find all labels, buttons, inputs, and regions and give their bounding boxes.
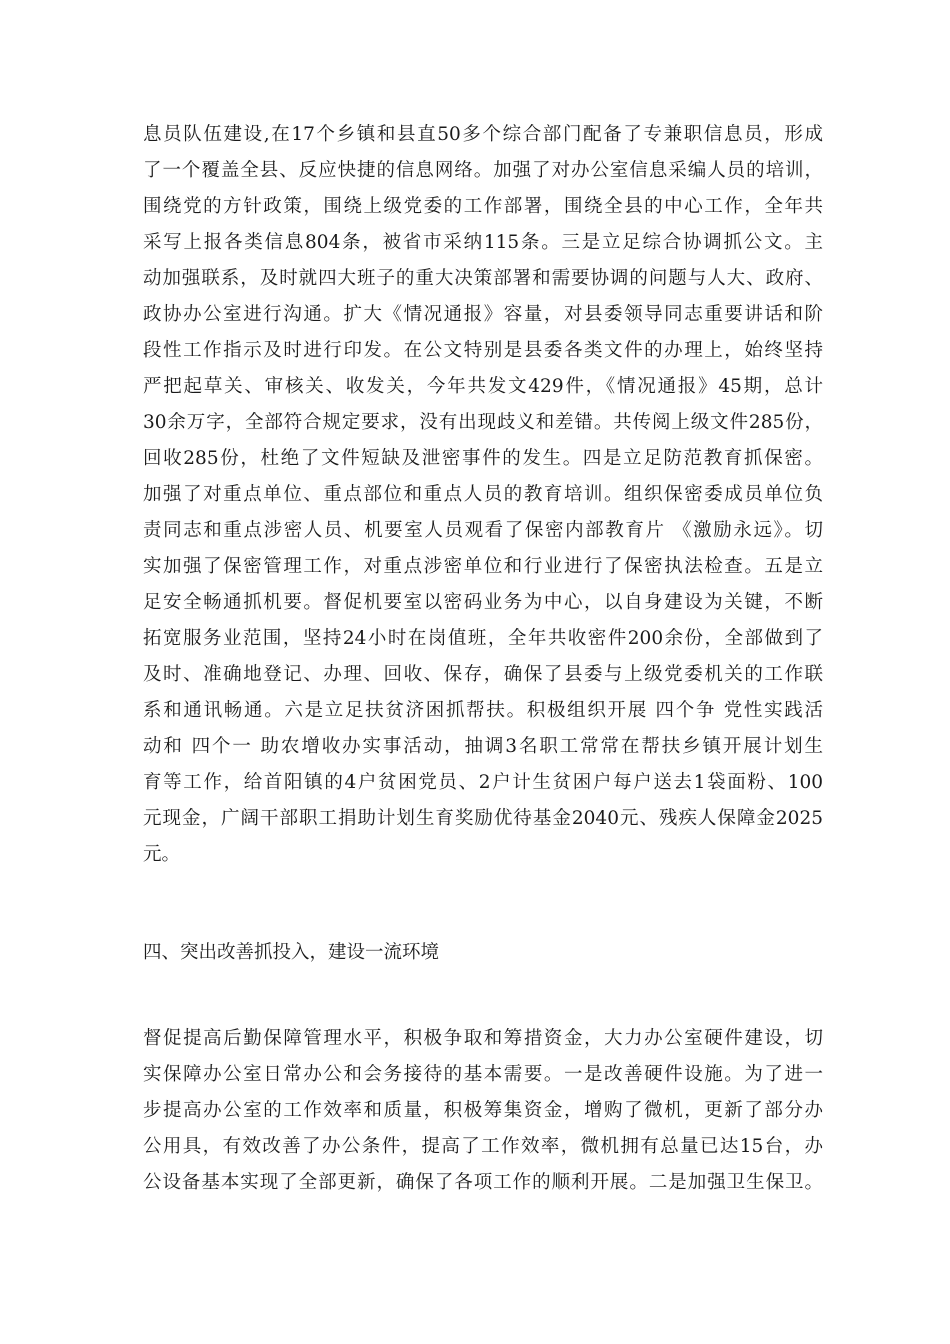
paragraph-line: 采写上报各类信息804条，被省市采纳115条。三是立足综合协调抓公文。主: [143, 232, 823, 253]
paragraph-line: 围绕党的方针政策，围绕上级党委的工作部署，围绕全县的中心工作，全年共: [143, 196, 823, 217]
paragraph-line: 育等工作，给首阳镇的4户贫困党员、2户计生贫困户每户送去1袋面粉、100: [143, 772, 823, 793]
paragraph-line: 息员队伍建设,在17个乡镇和县直50多个综合部门配备了专兼职信息员，形成: [143, 124, 823, 145]
paragraph-line: 公用具，有效改善了办公条件，提高了工作效率，微机拥有总量已达15台，办: [143, 1136, 823, 1157]
paragraph-line: 步提高办公室的工作效率和质量，积极筹集资金，增购了微机，更新了部分办: [143, 1100, 823, 1121]
paragraph-line: 元现金，广阔干部职工捐助计划生育奖励优待基金2040元、残疾人保障金2025: [143, 808, 823, 829]
paragraph-line: 及时、准确地登记、办理、回收、保存，确保了县委与上级党委机关的工作联: [143, 664, 823, 685]
paragraph-line: 严把起草关、审核关、收发关，今年共发文429件，《情况通报》45期，总计: [143, 376, 823, 397]
paragraph-line: 实加强了保密管理工作，对重点涉密单位和行业进行了保密执法检查。五是立: [143, 556, 823, 577]
paragraph-line: 加强了对重点单位、重点部位和重点人员的教育培训。组织保密委成员单位负: [143, 484, 823, 505]
paragraph-line: 拓宽服务业范围，坚持24小时在岗值班，全年共收密件200余份，全部做到了: [143, 628, 823, 649]
paragraph-line: 动加强联系，及时就四大班子的重大决策部署和需要协调的问题与人大、政府、: [143, 268, 823, 289]
paragraph-line: 了一个覆盖全县、反应快捷的信息网络。加强了对办公室信息采编人员的培训，: [143, 160, 823, 181]
paragraph-line: 元。: [143, 844, 181, 865]
paragraph-line: 系和通讯畅通。六是立足扶贫济困抓帮扶。积极组织开展 四个争 党性实践活: [143, 700, 823, 721]
paragraph-line: 动和 四个一 助农增收办实事活动，抽调3名职工常常在帮扶乡镇开展计划生: [143, 736, 823, 757]
paragraph-line: 回收285份，杜绝了文件短缺及泄密事件的发生。四是立足防范教育抓保密。: [143, 448, 823, 469]
paragraph-line: 责同志和重点涉密人员、机要室人员观看了保密内部教育片 《激励永远》。切: [143, 520, 823, 541]
paragraph-line: 政协办公室进行沟通。扩大《情况通报》容量，对县委领导同志重要讲话和阶: [143, 304, 823, 325]
paragraph-line: 段性工作指示及时进行印发。在公文特别是县委各类文件的办理上，始终坚持: [143, 340, 823, 361]
paragraph-line: 足安全畅通抓机要。督促机要室以密码业务为中心，以自身建设为关键，不断: [143, 592, 823, 613]
paragraph-line: 实保障办公室日常办公和会务接待的基本需要。一是改善硬件设施。为了进一: [143, 1064, 823, 1085]
section-heading: 四、突出改善抓投入，建设一流环境: [143, 942, 440, 963]
paragraph-line: 督促提高后勤保障管理水平，积极争取和筹措资金，大力办公室硬件建设，切: [143, 1028, 823, 1049]
paragraph-line: 公设备基本实现了全部更新，确保了各项工作的顺利开展。二是加强卫生保卫。: [143, 1172, 823, 1193]
paragraph-line: 30余万字，全部符合规定要求，没有出现歧义和差错。共传阅上级文件285份，: [143, 412, 823, 433]
